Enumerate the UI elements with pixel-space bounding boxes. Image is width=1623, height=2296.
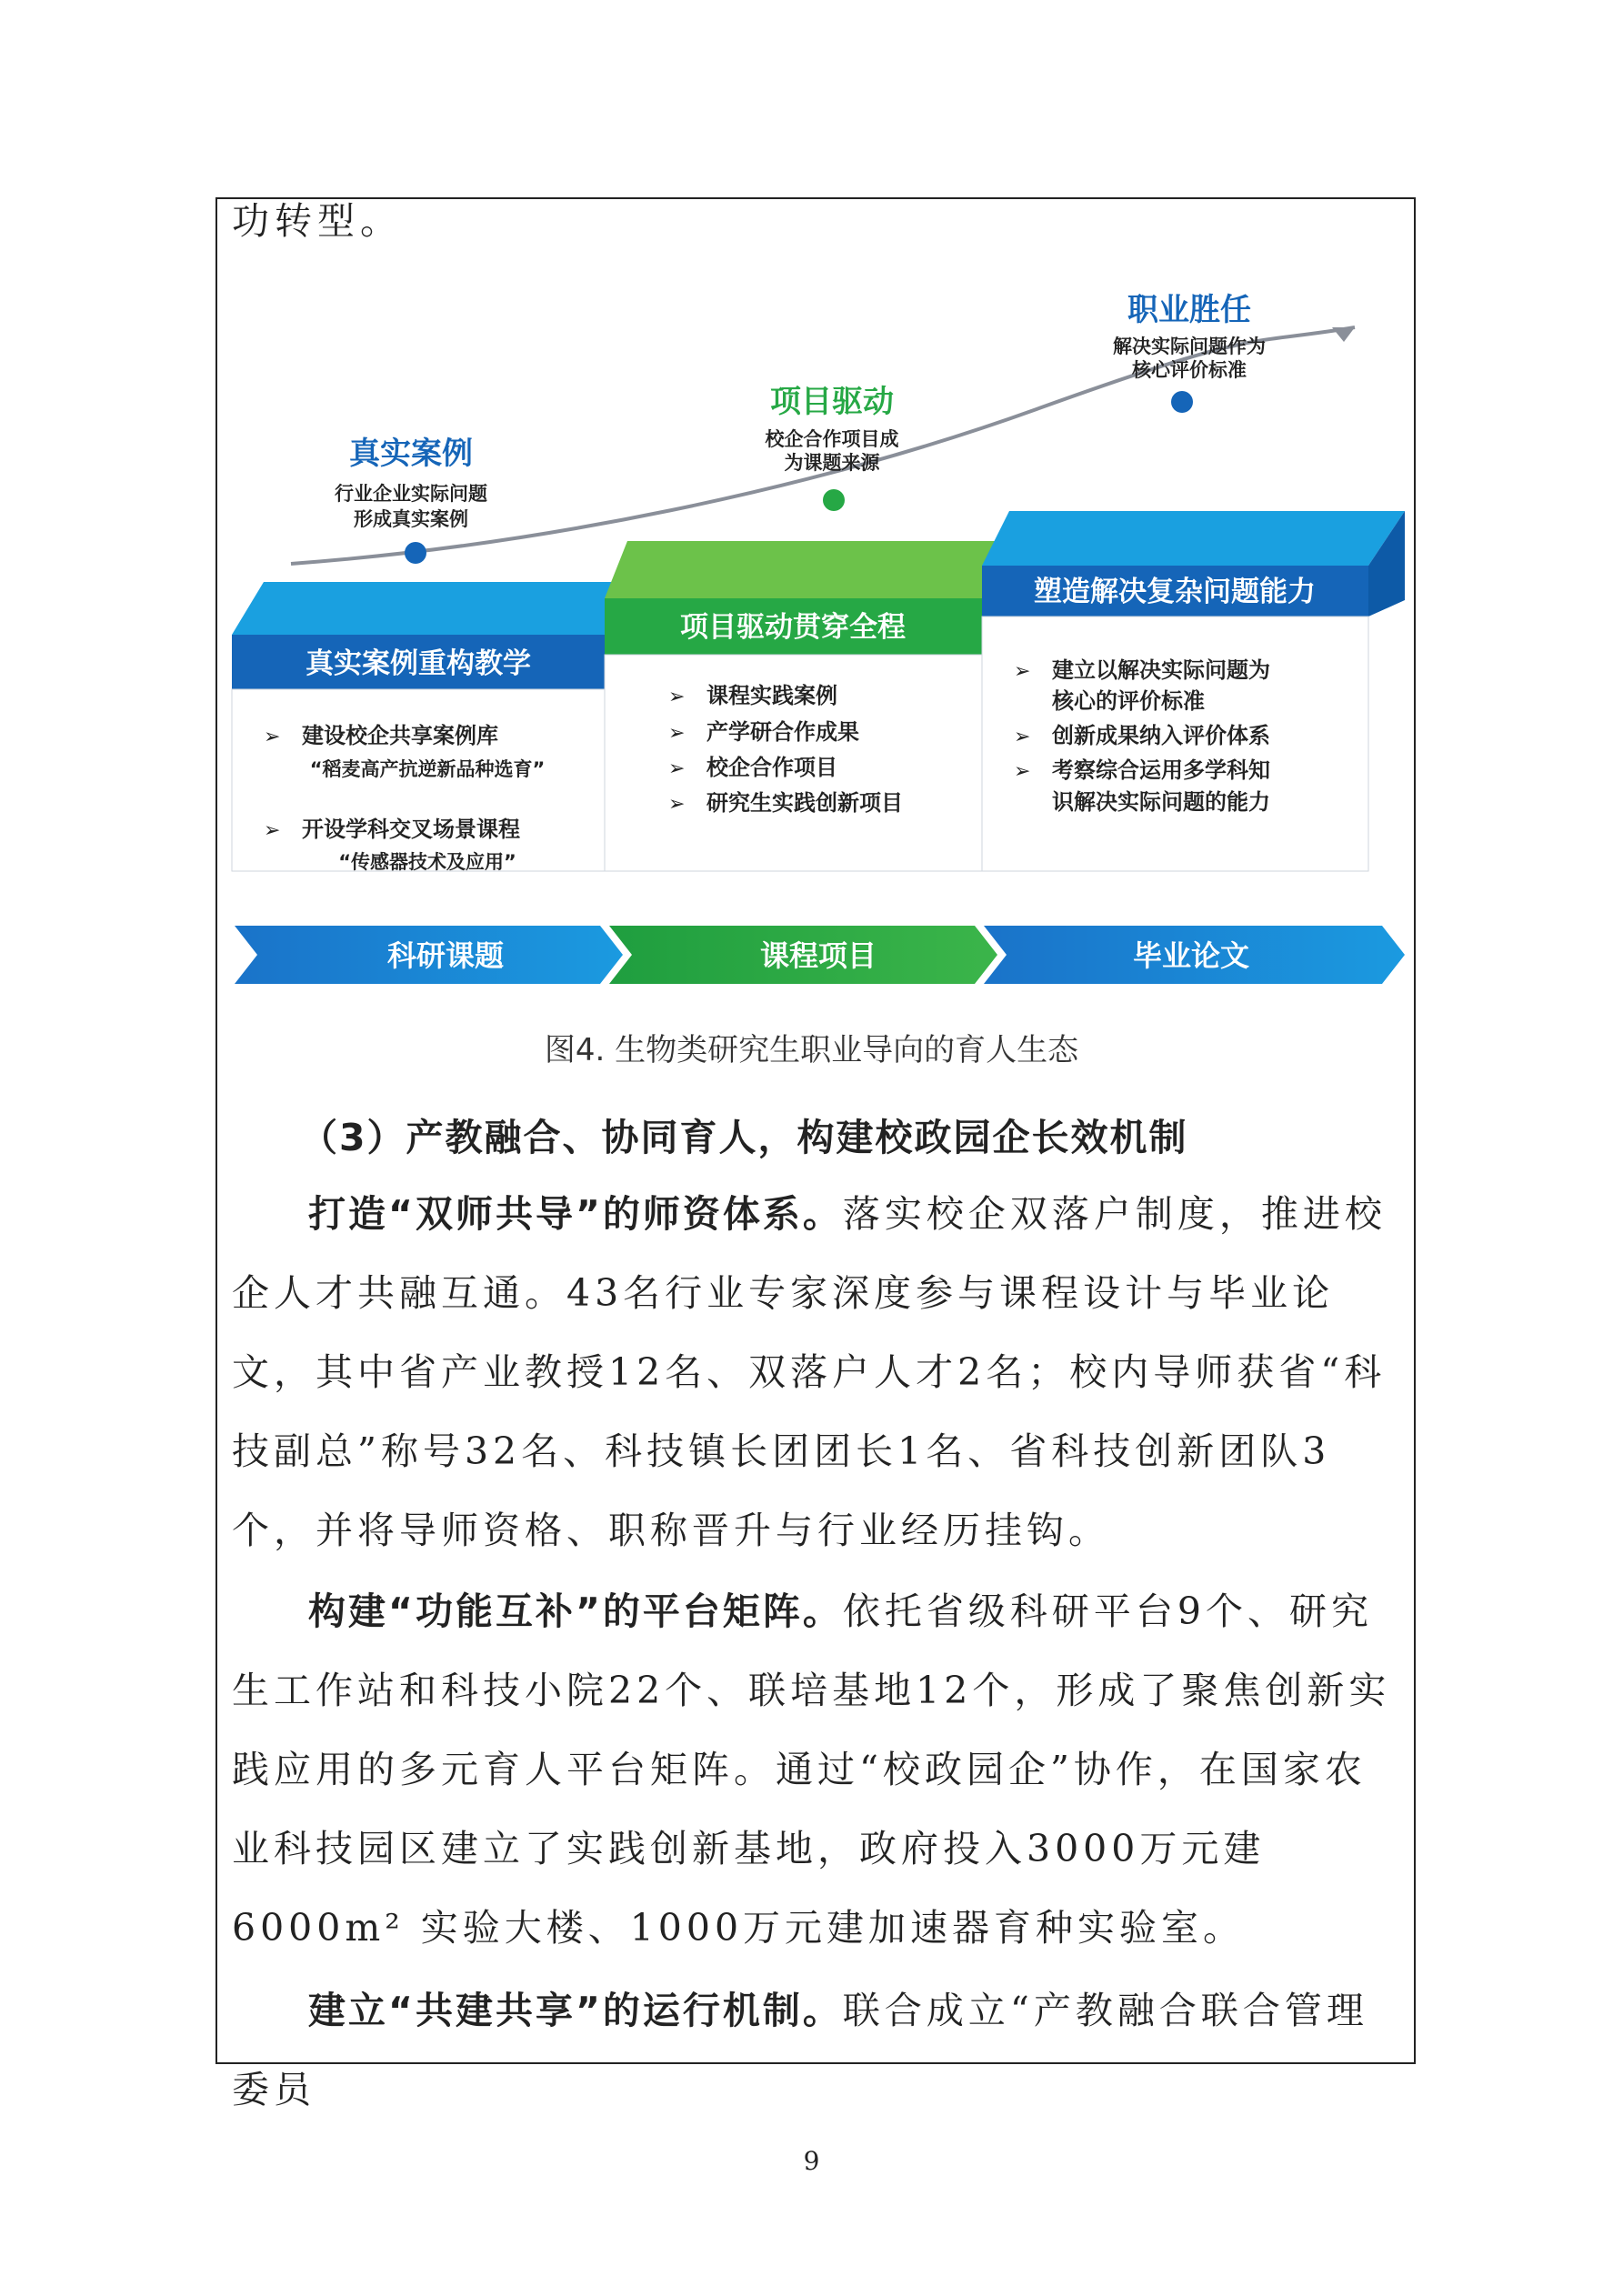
block-1 (232, 582, 618, 873)
bullet-arrow: ➢ (668, 793, 686, 816)
bullet-arrow: ➢ (264, 819, 281, 842)
bullet-arrow: ➢ (1014, 760, 1031, 783)
paragraph-lead: 建立“共建共享”的运行机制。 (308, 1989, 843, 2032)
block-3-item: 核心的评价标准 (1052, 688, 1205, 714)
paragraph-lead: 构建“功能互补”的平台矩阵。 (308, 1589, 843, 1633)
milestone-desc: 校企合作项目成 (765, 428, 899, 450)
continuation-text: 功转型。 (232, 199, 403, 243)
milestone-desc: 解决实际问题作为 (1113, 336, 1266, 357)
block-3-item: 建立以解决实际问题为 (1052, 657, 1270, 683)
block-3-top (982, 511, 1405, 566)
block-2-title: 项目驱动贯穿全程 (680, 611, 906, 644)
block-1-item: 开设学科交叉场景课程 (302, 817, 520, 842)
block-1-item: 建设校企共享案例库 (302, 723, 498, 748)
figure-caption: 图4. 生物类研究生职业导向的育人生态 (544, 1032, 1079, 1068)
block-1-item: “稻麦高产抗逆新品种选育” (309, 758, 546, 780)
paragraph-body: 依托省级科研平台9个、研究生工作站和科技小院22个、联培基地12个，形成了聚焦创新实践应用的多元育人平台矩阵。通过“校政园企”协作，在国家农业科技园区建立了实践创新基地，政府投入3000万元建6000m² 实验大楼、1000万元建加速器育种实验室。 (232, 1589, 1391, 1950)
paragraph-body: 落实校企双落户制度，推进校企人才共融互通。43名行业专家深度参与课程设计与毕业论文，其中省产业教授12名、双落户人才2名；校内导师获省“科技副总”称号32名、科技镇长团团长1名、省科技创新团队3个，并将导师资格、职称晋升与行业经历挂钩。 (232, 1192, 1387, 1552)
milestone-desc: 为课题来源 (784, 452, 880, 474)
bullet-arrow: ➢ (1014, 660, 1031, 683)
arrow-label: 科研课题 (386, 938, 505, 973)
milestone-desc: 形成真实案例 (354, 508, 468, 530)
block-2-item: 课程实践案例 (706, 683, 837, 708)
block-2 (605, 541, 996, 871)
arrow-label: 课程项目 (759, 938, 877, 973)
block-1-top (232, 582, 618, 635)
paragraph-mechanism (232, 1971, 1405, 2130)
milestone-3 (1113, 292, 1266, 413)
arrow-label: 毕业论文 (1132, 938, 1250, 973)
block-2-item: 研究生实践创新项目 (706, 790, 903, 816)
block-1-body (232, 689, 605, 871)
milestone-dot (405, 542, 426, 564)
bullet-arrow: ➢ (264, 726, 281, 748)
curve-arrowhead (1332, 327, 1355, 342)
block-2-item: 产学研合作成果 (706, 719, 859, 745)
milestone-desc: 核心评价标准 (1132, 359, 1247, 381)
stage-arrows (235, 926, 1405, 984)
block-2-item: 校企合作项目 (706, 755, 837, 780)
block-3-item: 识解决实际问题的能力 (1052, 789, 1270, 815)
bullet-arrow: ➢ (668, 722, 686, 745)
page-number: 9 (803, 2146, 820, 2176)
block-1-item: “传感器技术及应用” (338, 851, 516, 873)
block-1-title: 真实案例重构教学 (306, 647, 531, 680)
block-3-item: 创新成果纳入评价体系 (1052, 723, 1270, 748)
bullet-arrow: ➢ (1014, 726, 1031, 748)
bullet-arrow: ➢ (668, 757, 686, 780)
block-3-item: 考察综合运用多学科知 (1052, 757, 1270, 783)
milestone-title: 职业胜任 (1127, 292, 1251, 328)
block-2-top (605, 541, 996, 598)
paragraph-body: 联合成立“产教融合联合管理委员 (232, 1989, 1368, 2111)
paragraph-platforms (232, 1572, 1405, 1968)
block-3 (982, 511, 1405, 871)
paragraph-teachers (232, 1175, 1405, 1570)
milestone-dot (1171, 391, 1193, 413)
milestone-title: 项目驱动 (770, 384, 894, 420)
bullet-arrow: ➢ (668, 686, 686, 708)
milestone-desc: 行业企业实际问题 (335, 483, 487, 505)
milestone-title: 真实案例 (349, 436, 473, 472)
education-ecosystem-diagram (218, 273, 1418, 1000)
milestone-dot (823, 489, 845, 511)
section-heading: （3）产教融合、协同育人，构建校政园企长效机制 (300, 1116, 1188, 1159)
paragraph-lead: 打造“双师共导”的师资体系。 (308, 1192, 843, 1236)
block-3-title: 塑造解决复杂问题能力 (1034, 576, 1316, 608)
milestone-2 (766, 384, 899, 511)
